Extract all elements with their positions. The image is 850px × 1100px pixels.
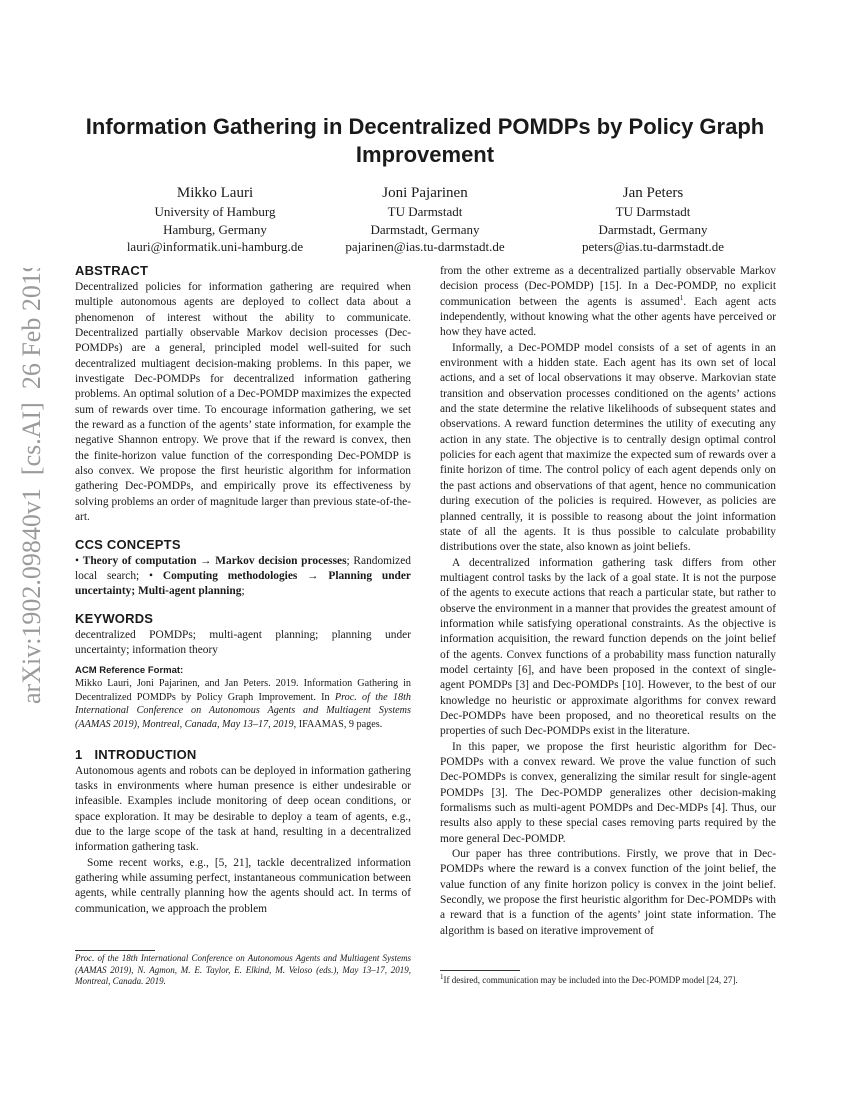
- abstract-heading: ABSTRACT: [75, 263, 149, 278]
- author-name: Joni Pajarinen: [382, 185, 468, 201]
- ccs-concept-2: Computing methodologies → Planning under uncertainty; Multi-agent planning: [75, 569, 411, 598]
- intro-paragraph-continued: [440, 264, 776, 341]
- ccs-bullet: •: [75, 554, 83, 567]
- author-email: lauri@informatik.uni-hamburg.de: [126, 239, 304, 254]
- author-location: Darmstadt, Germany: [370, 221, 480, 237]
- proceedings-footnote: Proc. of the 18th International Conference on Autonomous Agents and Multiagent Systems (AAMAS 2019), N. Agmon, M. E. Taylor, E. Elkind, M. Veloso (eds.), May 13–17, 2019, Montreal, Canada. 2019.: [75, 953, 411, 987]
- keywords-text: decentralized POMDPs; multi-agent planning; planning under uncertainty; information theory: [75, 628, 411, 656]
- arxiv-sidebar-stamp: [2, 268, 54, 708]
- keywords-heading: KEYWORDS: [75, 610, 154, 626]
- paper-title: Information Gathering in Decentralized POMDPs by Policy Graph Improvement: [85, 114, 765, 167]
- author-name: Jan Peters: [622, 185, 684, 201]
- left-column: [75, 262, 411, 917]
- author-location: Darmstadt, Germany: [598, 221, 708, 237]
- ccs-concept-1-rest: ; Randomized local search;: [75, 554, 411, 582]
- section-number: 1: [75, 746, 83, 762]
- continued-text: from the other extreme as a decentralized partially observable Markov decision process (Dec-POMDP) [15]. In a Dec-POMDP, no explicit communication between the agents is assumed: [440, 265, 776, 308]
- footnote-text: If desired, communication may be included into the Dec-POMDP model [24, 27].: [443, 975, 738, 985]
- author-affiliation: TU Darmstadt: [615, 204, 691, 219]
- author-email: pajarinen@ias.tu-darmstadt.de: [345, 239, 505, 254]
- author-block-3: [533, 183, 773, 256]
- ccs-concept-2-rest: ;: [241, 585, 245, 598]
- footnote-marker: 1: [679, 293, 684, 302]
- intro-paragraph-4: A decentralized information gathering task differs from other multiagent control tasks by the lack of a goal state. It is not the purpose of the agents to execute actions that reach a particular state, but rather to observe the environment in a manner that provides the greatest amount of information while satisfying operational constraints. As the objective is information acquisition, the reward function depends on the joint belief of the agents. Convex functions of a probability mass function naturally model certainty [6], and have been proposed in the context of single-agent POMDPs [3] and Dec-POMDPs [10]. However, to the best of our knowledge no heuristic or approximate algorithms for convex reward Dec-POMDPs have been proposed, and no theoretical results on the properties of such Dec-POMDPs exist in the literature.: [440, 556, 776, 738]
- acm-reference-authors: Mikko Lauri, Joni Pajarinen, and Jan Peters. 2019. Information Gathering in Decentralized POMDPs by Policy Graph Improvement. In: [75, 678, 411, 703]
- footnote-number: 1: [440, 973, 444, 981]
- intro-paragraph-2: Some recent works, e.g., [5, 21], tackle decentralized information gathering while assuming perfect, instantaneous communication between agents, while centrally planning how the agents should act. In terms of communication, we approach the problem: [75, 856, 411, 915]
- footnote-divider: [440, 970, 520, 971]
- ccs-heading: CCS CONCEPTS: [75, 536, 181, 552]
- intro-paragraph-6: Our paper has three contributions. Firstly, we prove that in Dec-POMDPs where the reward is a convex function of the joint belief, the value function of any finite horizon policy is convex in the joint belief. Secondly, we propose the first heuristic algorithm for Dec-POMDPs with a reward that is a function of the agents’ joint state information. The algorithm is based on iterative improvement of: [440, 848, 776, 937]
- author-location: Hamburg, Germany: [163, 221, 267, 237]
- author-block-1: [95, 183, 335, 256]
- continued-text-end: . Each agent acts independently, without knowing what the other agents have perceived or how they have acted.: [440, 295, 776, 339]
- author-affiliation: TU Darmstadt: [387, 204, 463, 219]
- author-affiliation: University of Hamburg: [154, 204, 276, 219]
- introduction-heading: [75, 746, 411, 764]
- acm-reference-text: [75, 677, 411, 731]
- section-title: INTRODUCTION: [94, 746, 197, 762]
- acm-reference-heading: ACM Reference Format:: [75, 665, 184, 677]
- author-block-2: [305, 183, 545, 256]
- footnote-divider: [75, 950, 155, 951]
- intro-paragraph-5: In this paper, we propose the first heuristic algorithm for Dec-POMDPs with a convex reward. We prove the value function of such Dec-POMDPs is convex, generalizing the similar result for single-agent POMDPs [3]. The Dec-POMDP generalizes other decision-making formalisms such as multi-agent POMDPs and Dec-MDPs [4]. Thus, our results also apply to these special cases removing parts required by the more general Dec-POMDP.: [440, 740, 776, 845]
- author-name: Mikko Lauri: [176, 185, 254, 201]
- right-column: [440, 264, 776, 939]
- acm-reference-publisher: , IFAAMAS, 9 pages.: [293, 719, 383, 730]
- communication-footnote: [440, 975, 776, 987]
- intro-paragraph-1: Autonomous agents and robots can be deployed in information gathering tasks in environments where human presence is either undesirable or infeasible. Examples include monitoring of deep ocean conditions, or space exploration. It may be desirable to deploy a team of agents, e.g., due to the large scope of the task at hand, resulting in a decentralized information gathering task.: [75, 764, 411, 854]
- acm-reference-proceedings: Proc. of the 18th International Conference on Autonomous Agents and Multiagent Systems (AAMAS 2019), Montreal, Canada, May 13–17, 2019: [75, 691, 411, 730]
- ccs-concept-1: Theory of computation → Markov decision processes: [82, 554, 347, 567]
- ccs-concepts: [75, 554, 411, 600]
- ccs-bullet: •: [149, 569, 163, 582]
- abstract-text: Decentralized policies for information gathering are required when multiple autonomous agents are deployed to collect data about a phenomenon of interest without the ability to communicate. Decentralized partially observable Markov decision processes (Dec-POMDPs) are a general, principled model well-suited for such decentralized multiagent decision-making problems. In this paper, we investigate Dec-POMDPs for decentralized information gathering problems. An optimal solution of a Dec-POMDP maximizes the expected sum of rewards over time. To encourage information gathering, we set the reward as a function of the agents’ state information, for example the negative Shannon entropy. We prove that if the reward is convex, then the finite-horizon value function of the corresponding Dec-POMDP is also convex. We propose the first heuristic algorithm for information gathering Dec-POMDPs, and empirically prove its effectiveness by solving problems an order of magnitude larger than previous state-of-the-art.: [75, 281, 411, 524]
- intro-paragraph-3: Informally, a Dec-POMDP model consists of a set of agents in an environment with a hidden state. Each agent has its own set of local actions, and a set of local observations it may observe. Markovian state transition and observation processes conditioned on the agents’ actions and the state determine the relative likelihoods of subsequent states and observations. A reward function determines the utility of executing any action in any state. The objective is to centrally design optimal control policies for each agent that maximize the expected sum of rewards over a finite horizon of time. The control policy of each agent depends only on the past actions and observations of that agent, hence no communication during execution of the policies is required. However, as policies are planned centrally, it is possible to reasong about the joint information state of all the agents. It is thus possible to calculate probability distributions over the state, also known as joint beliefs.: [440, 341, 776, 554]
- author-email: peters@ias.tu-darmstadt.de: [582, 239, 724, 254]
- arxiv-identifier: arXiv:1902.09840v1 [cs.AI] 26 Feb 2019: [17, 268, 46, 704]
